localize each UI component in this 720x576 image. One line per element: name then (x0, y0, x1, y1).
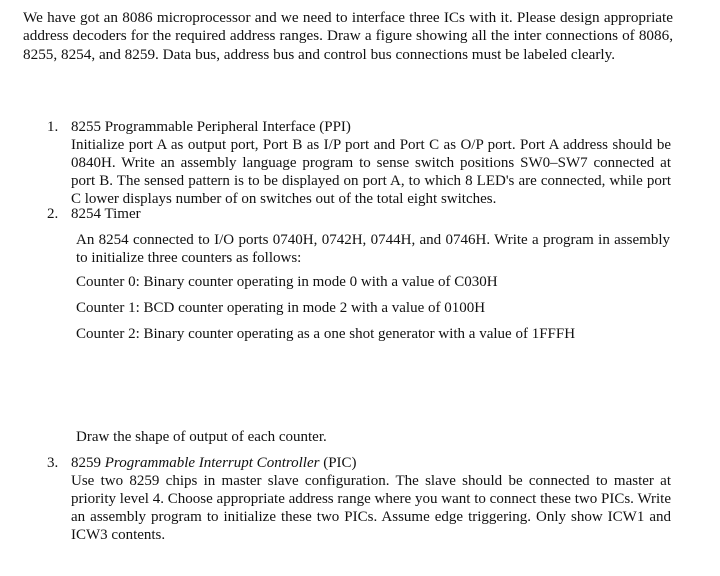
item-3-body: Use two 8259 chips in master slave configuration. The slave should be connected to master at priority level 4. Choose appropriate address range where you want to connect these two PICs. Write an assembly program to initialize these two PICs. Assume edge triggering. Only show ICW1 and ICW3 contents. (71, 473, 671, 543)
item-1-number: 1. (47, 119, 59, 135)
item-1-heading (47, 118, 351, 136)
counter-0-line: Counter 0: Binary counter operating in mode 0 with a value of C030H (76, 274, 498, 290)
item-2-heading (47, 205, 141, 223)
item-3-title-italic: Programmable Interrupt Controller (104, 455, 320, 471)
counter-2-line: Counter 2: Binary counter operating as a one shot generator with a value of 1FFFH (76, 326, 576, 342)
item-3-title-plain: 8259 (71, 455, 105, 471)
item-2-title: 8254 Timer (71, 206, 141, 222)
item-3-heading (47, 454, 357, 472)
counter-1-line: Counter 1: BCD counter operating in mode 2 with a value of 0100H (76, 300, 486, 316)
intro-paragraph: We have got an 8086 microprocessor and we need to interface three ICs with it. Please design appropriate address decoders for the required address ranges. Draw a figure showing all the inter connections of 8086, 8255, 8254, and 8259. Data bus, address bus and control bus connections must be labeled clearly. (23, 9, 673, 63)
item-3-number: 3. (47, 455, 59, 471)
item-1-body: Initialize port A as output port, Port B as I/P port and Port C as O/P port. Port A address should be 0840H. Write an assembly language program to sense switch positions SW0–SW7 connected at port B. The sensed pattern is to be displayed on port A, to which 8 LED's are connected, while port C lower displays number of on switches out of the total eight switches. (71, 137, 671, 207)
item-3-title-suffix: (PIC) (319, 455, 357, 471)
item-2-footer: Draw the shape of output of each counter. (76, 429, 327, 445)
item-2-body: An 8254 connected to I/O ports 0740H, 0742H, 0744H, and 0746H. Write a program in assembly to initialize three counters as follows: (76, 232, 670, 266)
item-2-number: 2. (47, 206, 59, 222)
item-1-title: 8255 Programmable Peripheral Interface (PPI) (71, 119, 351, 135)
